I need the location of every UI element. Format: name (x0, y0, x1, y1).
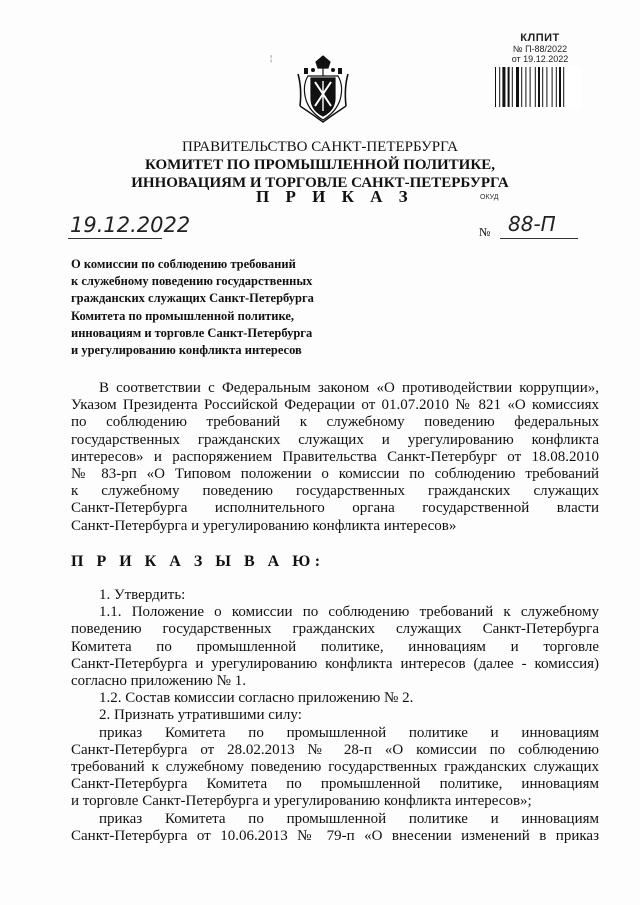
date-underline (68, 238, 162, 239)
body-line: 1.1. Положение о комиссии по соблюдению требований к служебному (99, 604, 599, 621)
committee-title-line1: КОМИТЕТ ПО ПРОМЫШЛЕННОЙ ПОЛИТИКЕ, (145, 157, 495, 173)
government-title: ПРАВИТЕЛЬСТВО САНКТ-ПЕТЕРБУРГА (182, 139, 458, 155)
subject-line: к служебному поведению государственных (71, 274, 313, 289)
okud-label: ОКУД (480, 194, 499, 201)
subject-line: инновациям и торговле Санкт-Петербурга (71, 325, 313, 340)
order-word: П Р И К А З Ы В А Ю: (71, 553, 325, 570)
number-label: № (479, 225, 491, 239)
number-underline (500, 238, 578, 239)
subject-line: Комитета по промышленной политике, (71, 308, 295, 323)
stamp-date: от 19.12.2022 (511, 54, 569, 64)
preamble-line: государственных гражданских служащих и урегулированию конфликта (71, 431, 599, 448)
preamble-line: по соблюдению требований к служебному поведению федеральных (71, 414, 599, 431)
preamble-line: Санкт-Петербурга исполнительного органа государственной власти (71, 500, 599, 517)
body-line: Санкт-Петербурга от 28.02.2013 № 28-п «О комиссии по соблюдению (71, 741, 599, 758)
order-body (71, 587, 599, 845)
body-line: Санкт-Петербурга и урегулированию конфликта интересов (далее - комиссия) (71, 655, 599, 672)
stamp-code: КЛПИТ (520, 32, 560, 44)
preamble-line: к служебному поведению государственных гражданских служащих (71, 483, 599, 500)
body-line: 2. Признать утратившими силу: (99, 707, 302, 724)
registration-stamp (500, 32, 580, 64)
document-type: П Р И К А З (256, 187, 414, 206)
body-line: Санкт-Петербурга от 10.06.2013 № 79-п «О внесении изменений в приказ (71, 827, 599, 844)
order-date: 19.12.2022 (70, 213, 191, 237)
body-line: приказ Комитета по промышленной политике и инновациям (99, 810, 599, 827)
stamp-number: № П-88/2022 (512, 44, 568, 54)
order-number: 88-П (508, 212, 556, 236)
body-line: 1.2. Состав комиссии согласно приложению № 2. (99, 690, 414, 707)
body-line: поведению государственных гражданских служащих Санкт-Петербурга (71, 621, 599, 638)
barcode-icon (493, 66, 581, 108)
preamble-line: Санкт-Петербурга и урегулированию конфликта интересов» (71, 517, 457, 534)
subject-line: и урегулированию конфликта интересов (71, 343, 302, 358)
body-line: требований к служебному поведению государственных гражданских служащих (71, 759, 599, 776)
subject-line: гражданских служащих Санкт-Петербурга (71, 291, 314, 306)
subject-line: О комиссии по соблюдению требований (71, 257, 296, 271)
preamble-line: № 83-рп «О Типовом положении о комиссии по соблюдению требований (71, 466, 599, 483)
body-line: 1. Утвердить: (99, 587, 186, 603)
body-line: Комитета по промышленной политике, инновациям и торговле (71, 638, 599, 655)
order-subject (71, 256, 341, 359)
preamble-line: В соответствии с Федеральным законом «О противодействии коррупции», (99, 380, 599, 396)
preamble-line: интересов» и распоряжением Правительства Санкт-Петербург от 18.08.2010 (71, 448, 599, 465)
committee-title-line2: ИННОВАЦИЯМ И ТОРГОВЛЕ САНКТ-ПЕТЕРБУРГА (131, 175, 509, 191)
pencil-mark: ¦ (270, 54, 273, 63)
body-line: Санкт-Петербурга Комитета по промышленной политике, инновациям (71, 776, 599, 793)
preamble-line: Указом Президента Российской Федерации от 01.07.2010 № 821 «О комиссиях (71, 397, 599, 414)
body-line: согласно приложению № 1. (71, 673, 246, 690)
body-line: и торговле Санкт-Петербурга и урегулированию конфликта интересов»; (71, 793, 532, 810)
body-line: приказ Комитета по промышленной политике и инновациям (99, 724, 599, 741)
coat-of-arms-icon (296, 54, 350, 124)
preamble (71, 380, 599, 535)
